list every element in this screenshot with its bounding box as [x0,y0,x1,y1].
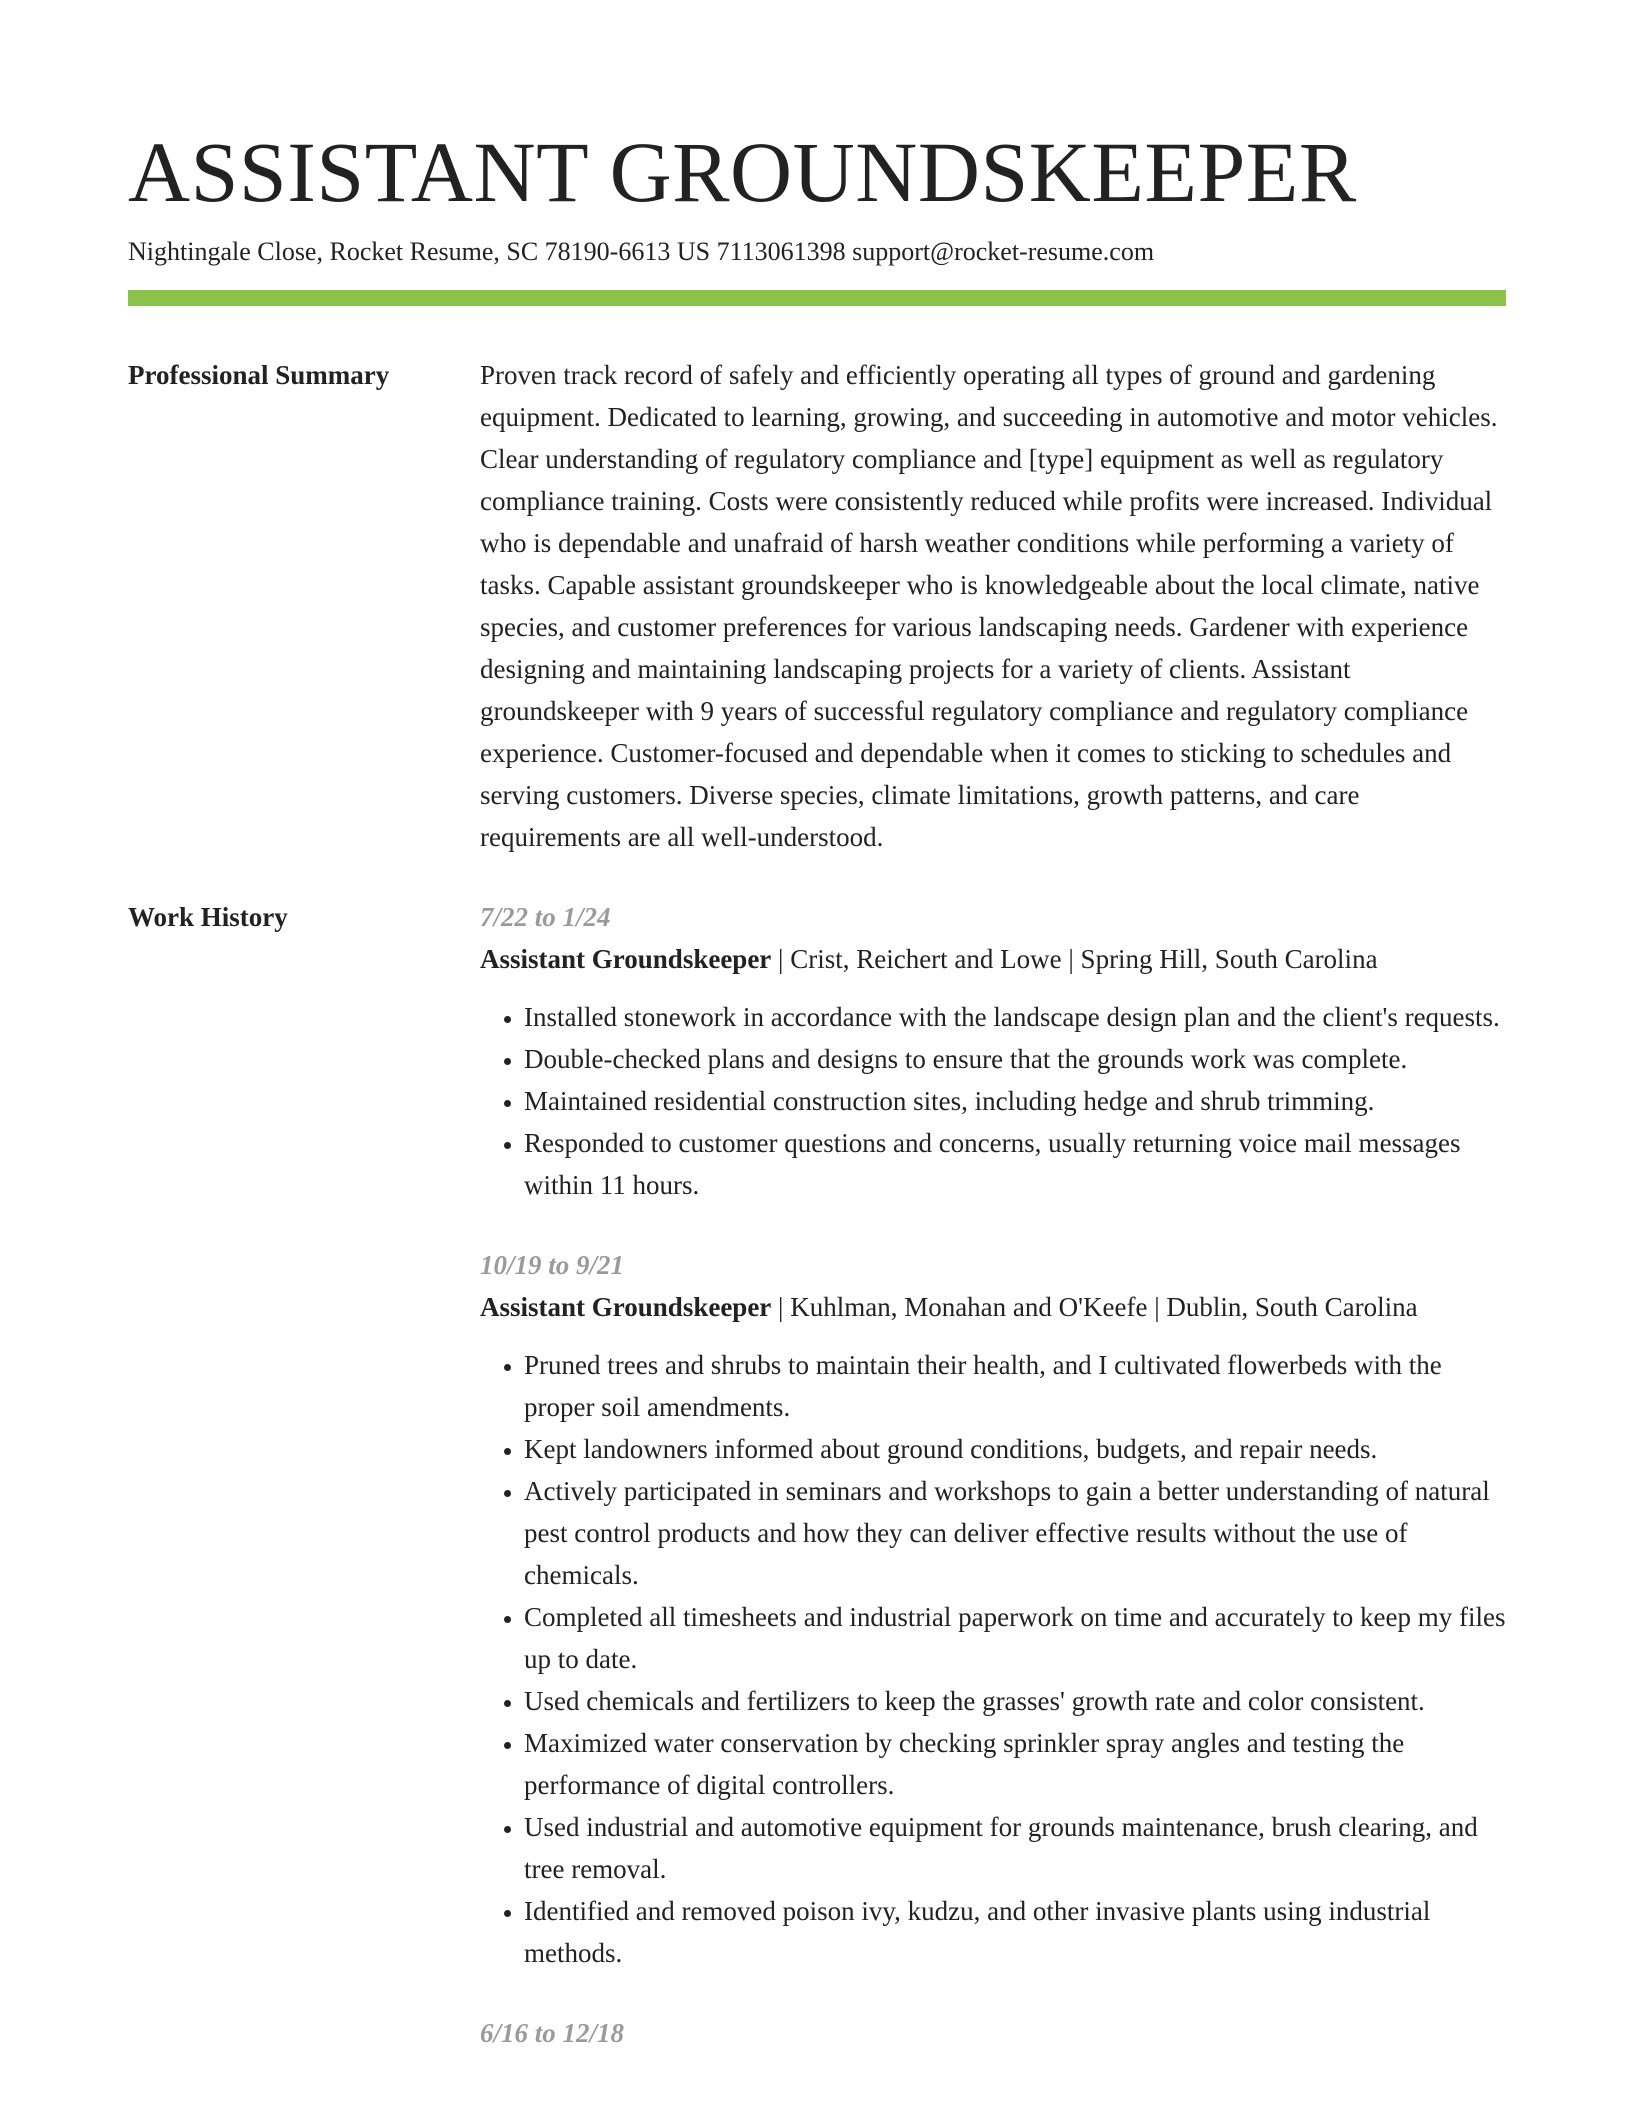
work-history-section [128,896,1506,2092]
summary-body [480,354,1506,858]
job-dates: 7/22 to 1/24 [480,902,611,932]
job-dates: 6/16 to 12/18 [480,2018,625,2048]
job-separator: | [771,944,791,974]
contact-phone: 7113061398 [716,237,846,266]
job-bullet: • Used chemicals and fertilizers to keep the grasses' growth rate and color consistent. [524,1680,1506,1722]
work-history-label: Work History [128,902,288,932]
job-entry [480,896,1506,1206]
job-entry [480,1244,1506,1974]
job-dates: 10/19 to 9/21 [480,1250,625,1280]
contact-email: support@rocket-resume.com [852,237,1155,266]
job-bullet-list [480,996,1506,1206]
header-accent-rule [128,290,1506,306]
job-heading [480,938,1506,980]
job-company: Crist, Reichert and Lowe [790,944,1062,974]
job-bullet-list [480,1344,1506,1974]
job-entry [480,2012,1506,2054]
contact-address: Nightingale Close, Rocket Resume, SC 78190-6613 US [128,237,711,266]
job-title: Assistant Groundskeeper [480,944,772,974]
job-heading [480,1286,1506,1328]
contact-line [128,236,1506,268]
job-title: Assistant Groundskeeper [480,1292,772,1322]
job-bullet: • Completed all timesheets and industrial paperwork on time and accurately to keep my files up to date. [524,1596,1506,1680]
job-bullet: • Kept landowners informed about ground conditions, budgets, and repair needs. [524,1428,1506,1470]
job-bullet: • Used industrial and automotive equipment for grounds maintenance, brush clearing, and tree removal. [524,1806,1506,1890]
job-bullet: • Double-checked plans and designs to ensure that the grounds work was complete. [524,1038,1506,1080]
summary-label: Professional Summary [128,360,390,390]
job-bullet: • Pruned trees and shrubs to maintain their health, and I cultivated flowerbeds with the proper soil amendments. [524,1344,1506,1428]
summary-text: Proven track record of safely and efficiently operating all types of ground and gardening equipment. Dedicated to learning, growing, and succeeding in automotive and motor vehicles. Clear understanding of regulatory compliance and [type] equipment as well as regulatory compliance training. Costs were consistently reduced while profits were increased. Individual who is dependable and unafraid of harsh weather conditions while performing a variety of tasks. Capable assistant groundskeeper who is knowledgeable about the local climate, native species, and customer preferences for various landscaping needs. Gardener with experience designing and maintaining landscaping projects for a variety of clients. Assistant groundskeeper with 9 years of successful regulatory compliance and regulatory compliance experience. Customer-focused and dependable when it comes to sticking to schedules and serving customers. Diverse species, climate limitations, growth patterns, and care requirements are all well-understood. [480,360,1498,852]
job-bullet: • Maintained residential construction sites, including hedge and shrub trimming. [524,1080,1506,1122]
job-bullet: • Maximized water conservation by checking sprinkler spray angles and testing the performance of digital controllers. [524,1722,1506,1806]
job-location: Spring Hill, South Carolina [1080,944,1378,974]
job-bullet: • Responded to customer questions and concerns, usually returning voice mail messages within 11 hours. [524,1122,1506,1206]
summary-section [128,354,1506,858]
job-bullet: • Installed stonework in accordance with the landscape design plan and the client's requests. [524,996,1506,1038]
job-bullet: • Identified and removed poison ivy, kudzu, and other invasive plants using industrial methods. [524,1890,1506,1974]
job-separator: | [1147,1292,1167,1322]
job-separator: | [1061,944,1081,974]
work-history-body [480,896,1506,2092]
job-bullet: • Actively participated in seminars and workshops to gain a better understanding of natural pest control products and how they can deliver effective results without the use of chemicals. [524,1470,1506,1596]
job-location: Dublin, South Carolina [1166,1292,1418,1322]
candidate-name: ASSISTANT GROUNDSKEEPER [128,124,1357,220]
job-separator: | [771,1292,791,1322]
resume-page [128,0,1506,2092]
job-company: Kuhlman, Monahan and O'Keefe [790,1292,1148,1322]
